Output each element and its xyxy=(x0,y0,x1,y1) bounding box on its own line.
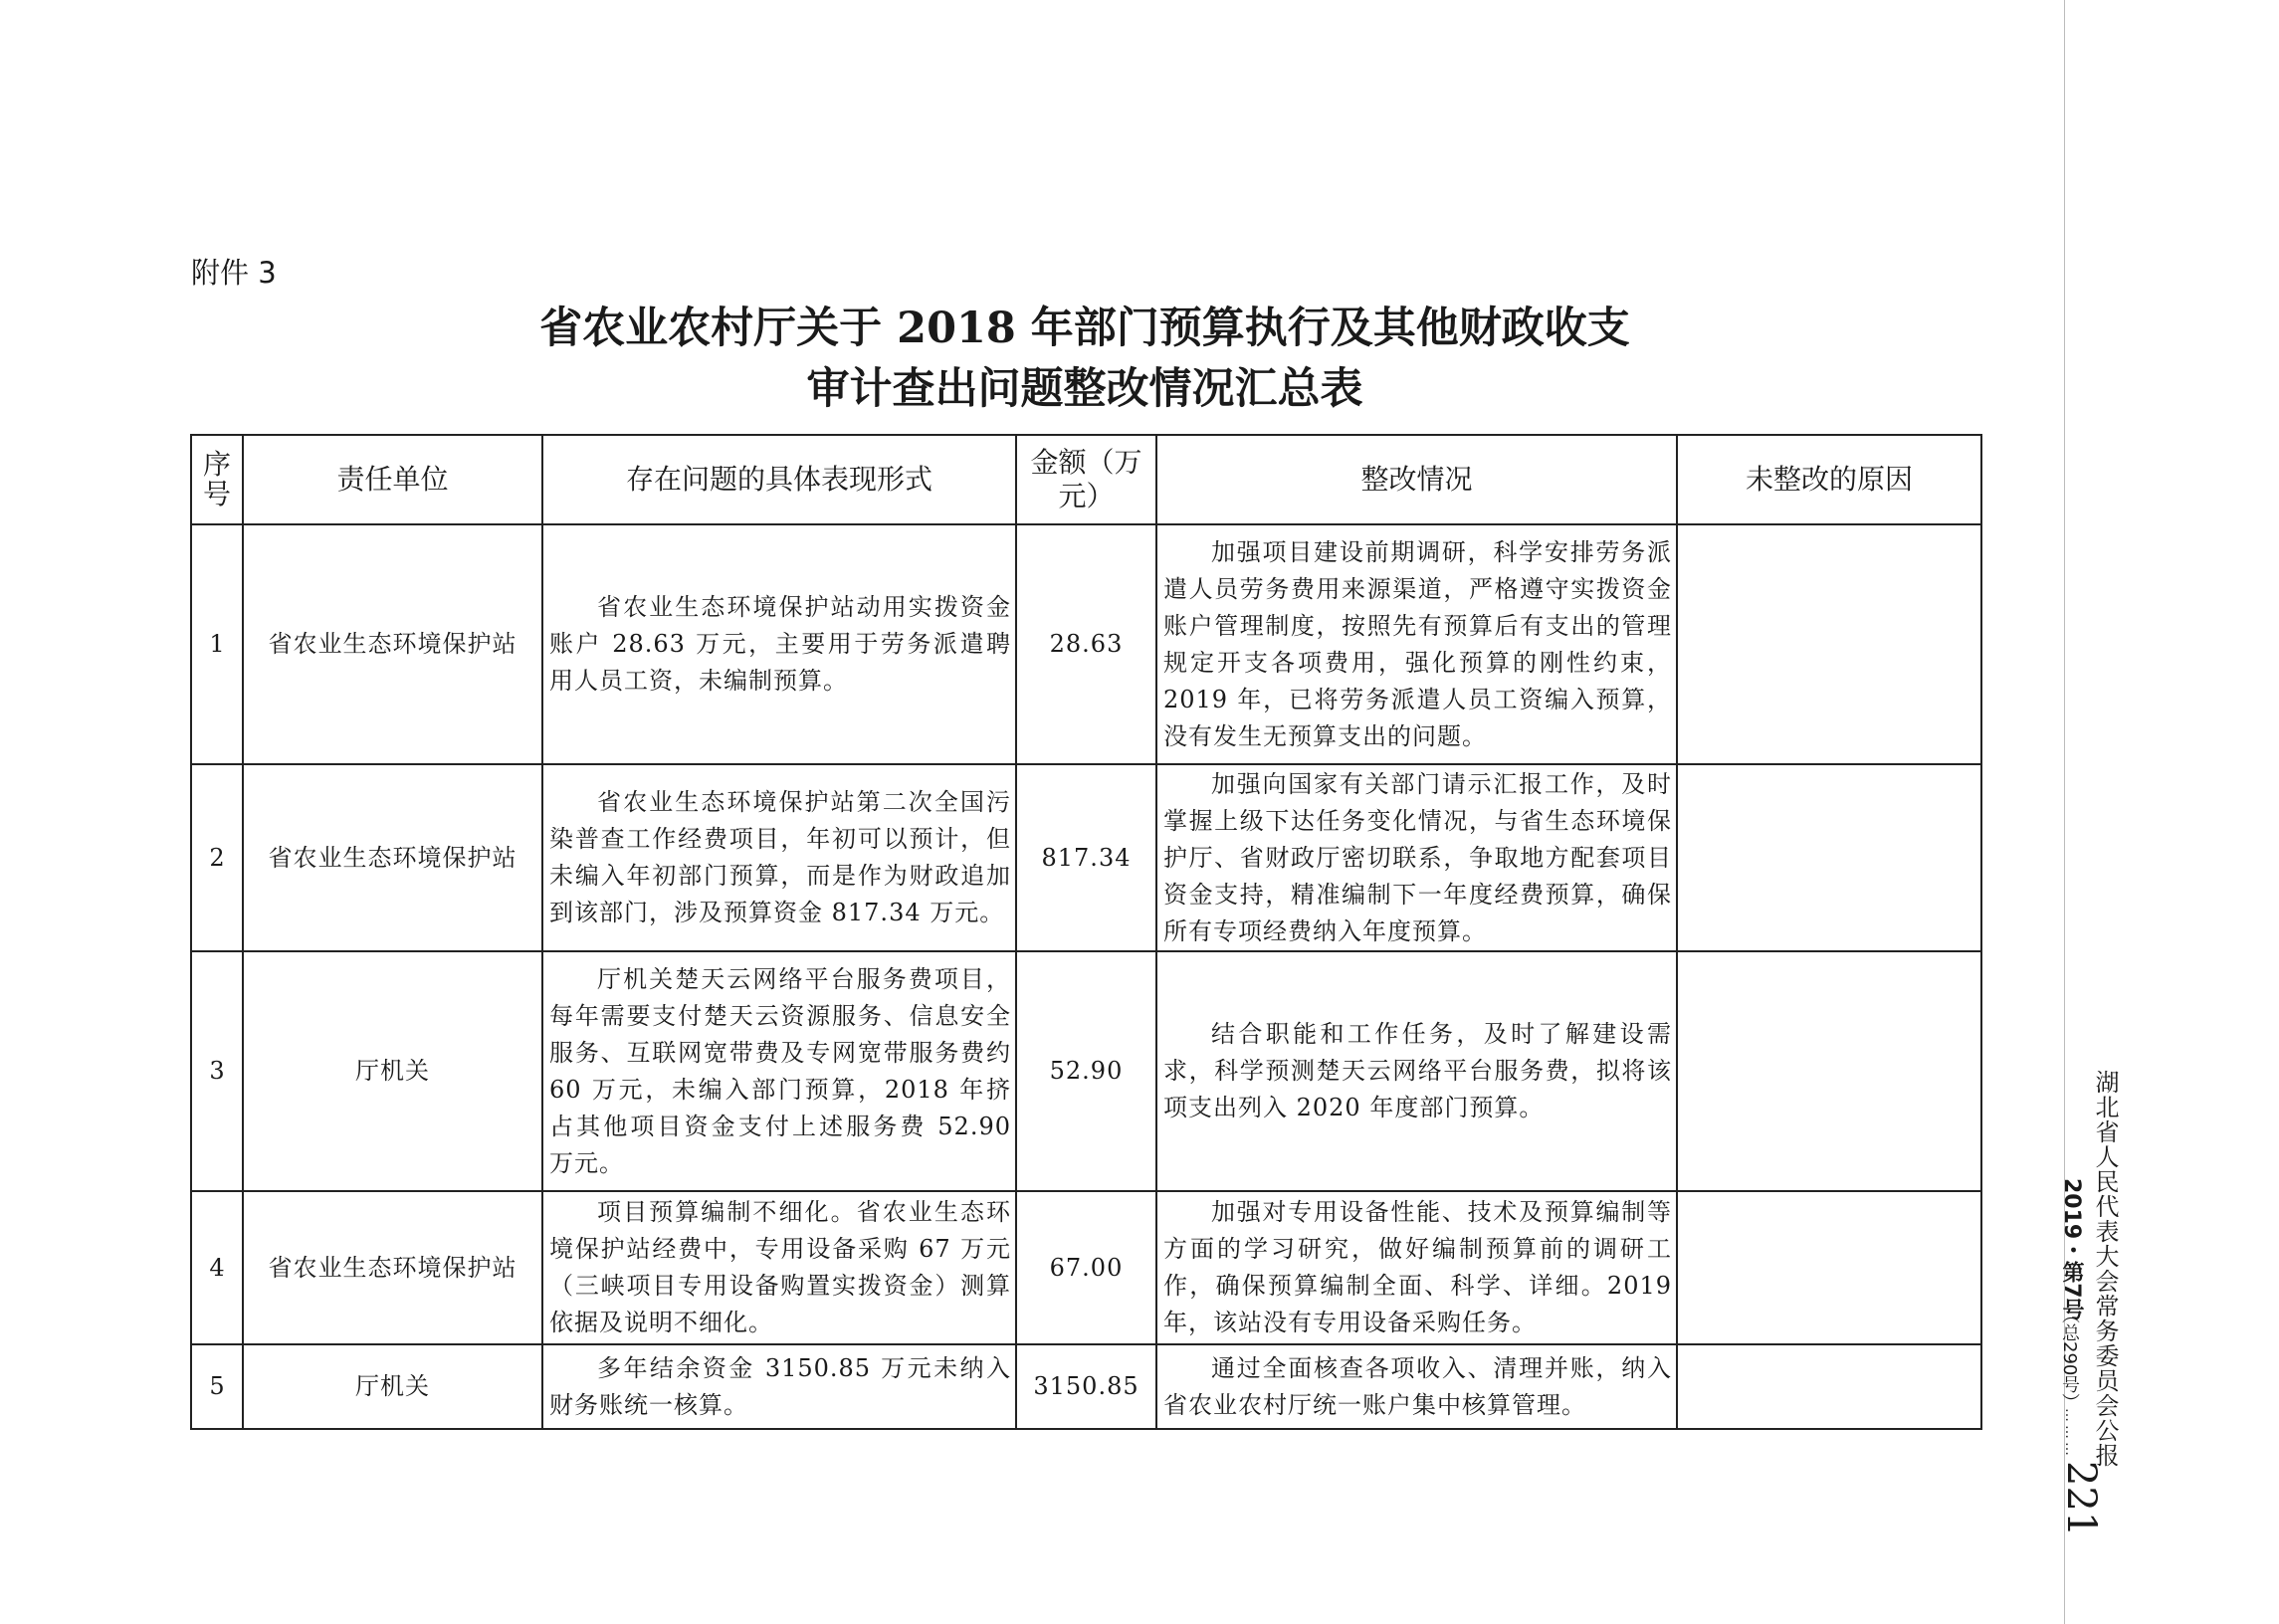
header-amount: 金额（万元） xyxy=(1016,435,1156,524)
cell-unit: 省农业生态环境保护站 xyxy=(243,764,542,951)
header-reason: 未整改的原因 xyxy=(1677,435,1981,524)
cell-seq: 5 xyxy=(191,1344,243,1429)
cell-issue: 项目预算编制不细化。省农业生态环境保护站经费中，专用设备采购 67 万元（三峡项目专用设备购置实拨资金）测算依据及说明不细化。 xyxy=(542,1191,1016,1344)
cell-seq: 2 xyxy=(191,764,243,951)
document-title-line1: 省农业农村厅关于 2018 年部门预算执行及其他财政收支 xyxy=(539,304,1630,353)
cell-issue: 省农业生态环境保护站动用实拨资金账户 28.63 万元，主要用于劳务派遣聘用人员工资，未编制预算。 xyxy=(542,524,1016,764)
cell-unit: 厅机关 xyxy=(243,951,542,1191)
header-issue: 存在问题的具体表现形式 xyxy=(542,435,1016,524)
cell-rectification: 结合职能和工作任务，及时了解建设需求，科学预测楚天云网络平台服务费，拟将该项支出列入 2020 年度部门预算。 xyxy=(1156,951,1677,1191)
cell-unit: 省农业生态环境保护站 xyxy=(243,524,542,764)
table-row xyxy=(191,1191,1981,1344)
cell-rectification: 加强对专用设备性能、技术及预算编制等方面的学习研究，做好编制预算前的调研工作，确保预算编制全面、科学、详细。2019 年，该站没有专用设备采购任务。 xyxy=(1156,1191,1677,1344)
cell-amount: 52.90 xyxy=(1016,951,1156,1191)
table-row xyxy=(191,951,1981,1191)
cell-seq: 3 xyxy=(191,951,243,1191)
cell-issue: 多年结余资金 3150.85 万元未纳入财务账统一核算。 xyxy=(542,1344,1016,1429)
header-unit: 责任单位 xyxy=(243,435,542,524)
cell-reason xyxy=(1677,764,1981,951)
cell-seq: 1 xyxy=(191,524,243,764)
issue-number: 2019・第7号 xyxy=(2059,1178,2084,1320)
table-header-row xyxy=(191,435,1981,524)
cell-reason xyxy=(1677,1344,1981,1429)
cell-unit: 省农业生态环境保护站 xyxy=(243,1191,542,1344)
cell-reason xyxy=(1677,524,1981,764)
attachment-label: 附件 3 xyxy=(191,256,277,290)
publication-name: 湖北省人民代表大会常务委员会公报 xyxy=(2091,1070,2119,1468)
cell-reason xyxy=(1677,951,1981,1191)
table-row xyxy=(191,1344,1981,1429)
cell-amount: 3150.85 xyxy=(1016,1344,1156,1429)
cell-rectification: 加强向国家有关部门请示汇报工作，及时掌握上级下达任务变化情况，与省生态环境保护厅、省财政厅密切联系，争取地方配套项目资金支持，精准编制下一年度经费预算，确保所有专项经费纳入年度预算。 xyxy=(1156,764,1677,951)
document-title-line2: 审计查出问题整改情况汇总表 xyxy=(806,364,1363,414)
cell-amount: 67.00 xyxy=(1016,1191,1156,1344)
cell-unit: 厅机关 xyxy=(243,1344,542,1429)
cell-seq: 4 xyxy=(191,1191,243,1344)
table-row xyxy=(191,764,1981,951)
cell-amount: 817.34 xyxy=(1016,764,1156,951)
cell-rectification: 通过全面核查各项收入、清理并账，纳入省农业农村厅统一账户集中核算管理。 xyxy=(1156,1344,1677,1429)
header-rectification: 整改情况 xyxy=(1156,435,1677,524)
cell-reason xyxy=(1677,1191,1981,1344)
leader-dots: ……… xyxy=(2062,1408,2078,1459)
cell-rectification: 加强项目建设前期调研，科学安排劳务派遣人员劳务费用来源渠道，严格遵守实拨资金账户管理制度，按照先有预算后有支出的管理规定开支各项费用，强化预算的刚性约束，2019 年，已将劳务派遣人员工资编入预算，没有发生无预算支出的问题。 xyxy=(1156,524,1677,764)
page-number: 221 xyxy=(2058,1461,2104,1537)
cell-issue: 省农业生态环境保护站第二次全国污染普查工作经费项目，年初可以预计，但未编入年初部门预算，而是作为财政追加到该部门，涉及预算资金 817.34 万元。 xyxy=(542,764,1016,951)
total-issue-number: （总290号） xyxy=(2059,1306,2080,1412)
table-row xyxy=(191,524,1981,764)
rectification-summary-table xyxy=(190,434,1982,1430)
cell-issue: 厅机关楚天云网络平台服务费项目，每年需要支付楚天云资源服务、信息安全服务、互联网宽带费及专网宽带服务费约 60 万元，未编入部门预算，2018 年挤占其他项目资金支付上述服务费 52.90 万元。 xyxy=(542,951,1016,1191)
cell-amount: 28.63 xyxy=(1016,524,1156,764)
header-seq: 序号 xyxy=(191,435,243,524)
